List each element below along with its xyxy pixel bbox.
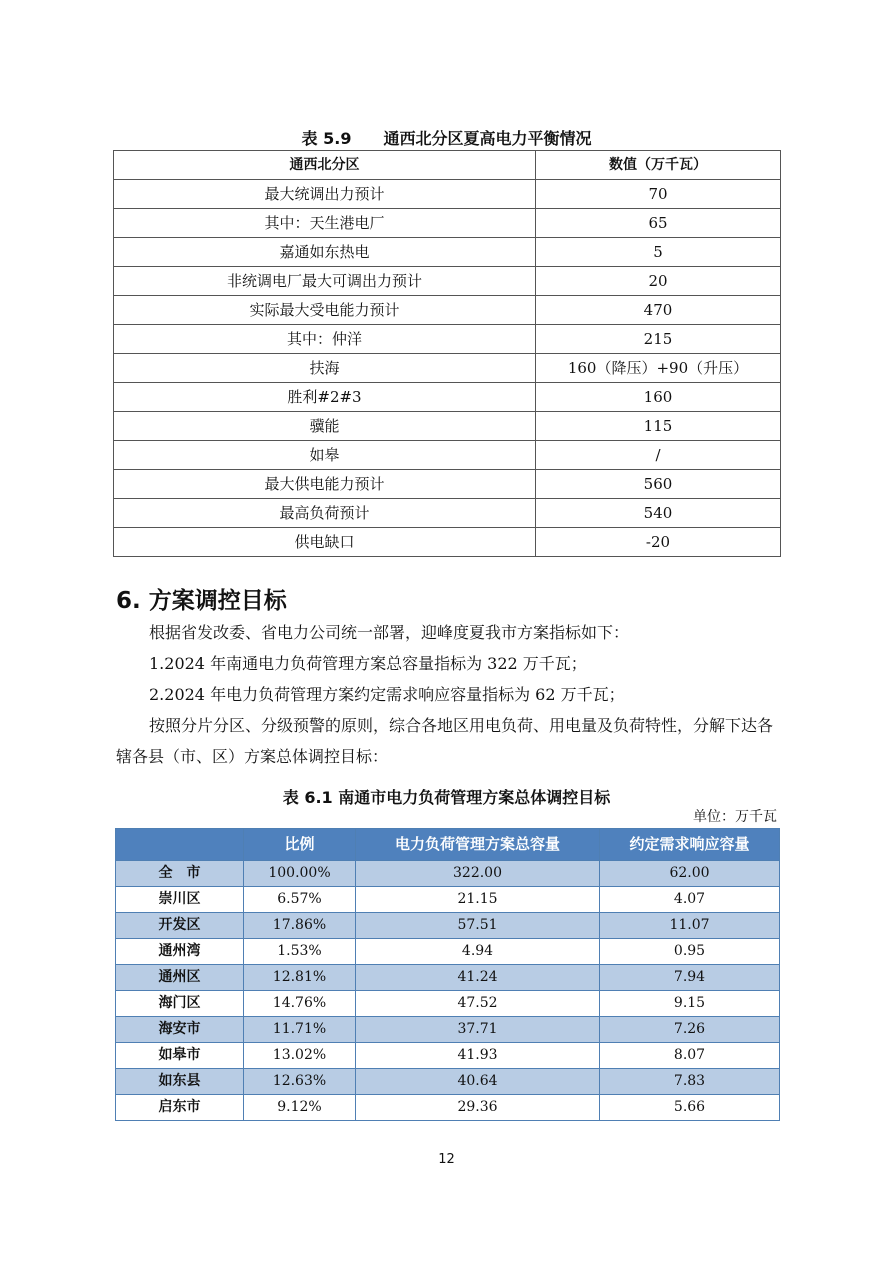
table-5-9	[113, 150, 781, 557]
value-cell: 115	[536, 412, 781, 441]
value-cell: 29.36	[356, 1095, 600, 1121]
value-cell: 470	[536, 296, 781, 325]
section-heading: 6. 方案调控目标	[116, 588, 287, 614]
row-label-cell: 启东市	[116, 1095, 244, 1121]
row-label-cell: 如皋	[114, 441, 536, 470]
value-cell: 160	[536, 383, 781, 412]
row-label-cell: 崇川区	[116, 887, 244, 913]
value-cell: 9.15	[600, 991, 780, 1017]
row-label-cell: 其中：天生港电厂	[114, 209, 536, 238]
row-label-cell: 开发区	[116, 913, 244, 939]
table-6-1	[115, 828, 780, 1121]
value-cell: 20	[536, 267, 781, 296]
table-row	[116, 939, 780, 965]
value-cell: 4.07	[600, 887, 780, 913]
row-label-cell: 海门区	[116, 991, 244, 1017]
value-cell: 5.66	[600, 1095, 780, 1121]
value-cell: 47.52	[356, 991, 600, 1017]
table-row	[114, 238, 781, 267]
row-label-cell: 通州湾	[116, 939, 244, 965]
value-cell: 40.64	[356, 1069, 600, 1095]
table-row	[114, 180, 781, 209]
table-6-1-caption: 表 6.1 南通市电力负荷管理方案总体调控目标	[282, 788, 611, 807]
paragraph: 按照分片分区、分级预警的原则，综合各地区用电负荷、用电量及负荷特性，分解下达各辖各县（市、区）方案总体调控目标：	[116, 716, 774, 766]
value-cell: 11.71%	[244, 1017, 356, 1043]
value-cell: 322.00	[356, 861, 600, 887]
table-header-row	[114, 151, 781, 180]
value-cell: 560	[536, 470, 781, 499]
row-label-cell: 非统调电厂最大可调出力预计	[114, 267, 536, 296]
value-cell: 1.53%	[244, 939, 356, 965]
header-cell: 比例	[244, 829, 356, 861]
table-row	[116, 965, 780, 991]
paragraph: 2.2024 年电力负荷管理方案约定需求响应容量指标为 62 万千瓦；	[149, 685, 625, 704]
row-label-cell: 骥能	[114, 412, 536, 441]
row-label-cell: 其中：仲洋	[114, 325, 536, 354]
table-row	[114, 383, 781, 412]
value-cell: 41.93	[356, 1043, 600, 1069]
table-row	[116, 1043, 780, 1069]
table-row	[116, 991, 780, 1017]
row-label-cell: 供电缺口	[114, 528, 536, 557]
value-cell: 9.12%	[244, 1095, 356, 1121]
table-row	[114, 412, 781, 441]
value-cell: 13.02%	[244, 1043, 356, 1069]
value-cell: 62.00	[600, 861, 780, 887]
value-cell: 11.07	[600, 913, 780, 939]
value-cell: 100.00%	[244, 861, 356, 887]
table-5-9-caption: 表 5.9 通西北分区夏高电力平衡情况	[301, 129, 592, 148]
value-cell: 12.81%	[244, 965, 356, 991]
row-label-cell: 实际最大受电能力预计	[114, 296, 536, 325]
value-cell: 70	[536, 180, 781, 209]
value-cell: 7.83	[600, 1069, 780, 1095]
row-label-cell: 扶海	[114, 354, 536, 383]
header-cell: 电力负荷管理方案总容量	[356, 829, 600, 861]
value-cell: 14.76%	[244, 991, 356, 1017]
value-cell: 160（降压）+90（升压）	[536, 354, 781, 383]
value-cell: -20	[536, 528, 781, 557]
table-row	[114, 441, 781, 470]
table-row	[114, 267, 781, 296]
value-cell: 37.71	[356, 1017, 600, 1043]
row-label-cell: 最高负荷预计	[114, 499, 536, 528]
row-label-cell: 全 市	[116, 861, 244, 887]
value-cell: 540	[536, 499, 781, 528]
table-row	[114, 325, 781, 354]
row-label-cell: 如东县	[116, 1069, 244, 1095]
table-row	[116, 1095, 780, 1121]
table-row	[114, 470, 781, 499]
value-cell: 8.07	[600, 1043, 780, 1069]
value-cell: 7.26	[600, 1017, 780, 1043]
header-cell: 通西北分区	[114, 151, 536, 180]
value-cell: 5	[536, 238, 781, 267]
row-label-cell: 海安市	[116, 1017, 244, 1043]
row-label-cell: 如皋市	[116, 1043, 244, 1069]
header-cell: 数值（万千瓦）	[536, 151, 781, 180]
value-cell: 41.24	[356, 965, 600, 991]
value-cell: 12.63%	[244, 1069, 356, 1095]
paragraph: 1.2024 年南通电力负荷管理方案总容量指标为 322 万千瓦；	[149, 654, 587, 673]
table-row	[116, 887, 780, 913]
value-cell: /	[536, 441, 781, 470]
paragraph: 根据省发改委、省电力公司统一部署，迎峰度夏我市方案指标如下：	[149, 623, 630, 642]
value-cell: 0.95	[600, 939, 780, 965]
table-row	[116, 913, 780, 939]
value-cell: 65	[536, 209, 781, 238]
value-cell: 215	[536, 325, 781, 354]
value-cell: 7.94	[600, 965, 780, 991]
header-cell: 约定需求响应容量	[600, 829, 780, 861]
table-row	[116, 1017, 780, 1043]
row-label-cell: 最大统调出力预计	[114, 180, 536, 209]
table-row	[114, 296, 781, 325]
row-label-cell: 通州区	[116, 965, 244, 991]
value-cell: 21.15	[356, 887, 600, 913]
row-label-cell: 嘉通如东热电	[114, 238, 536, 267]
value-cell: 57.51	[356, 913, 600, 939]
table-header-row	[116, 829, 780, 861]
value-cell: 4.94	[356, 939, 600, 965]
header-cell	[116, 829, 244, 861]
table-row	[114, 354, 781, 383]
table-row	[114, 209, 781, 238]
value-cell: 17.86%	[244, 913, 356, 939]
table-row	[114, 499, 781, 528]
table-row	[114, 528, 781, 557]
value-cell: 6.57%	[244, 887, 356, 913]
page-number: 12	[438, 1152, 455, 1167]
table-row	[116, 861, 780, 887]
row-label-cell: 最大供电能力预计	[114, 470, 536, 499]
unit-label: 单位：万千瓦	[693, 809, 777, 825]
row-label-cell: 胜利#2#3	[114, 383, 536, 412]
table-row	[116, 1069, 780, 1095]
